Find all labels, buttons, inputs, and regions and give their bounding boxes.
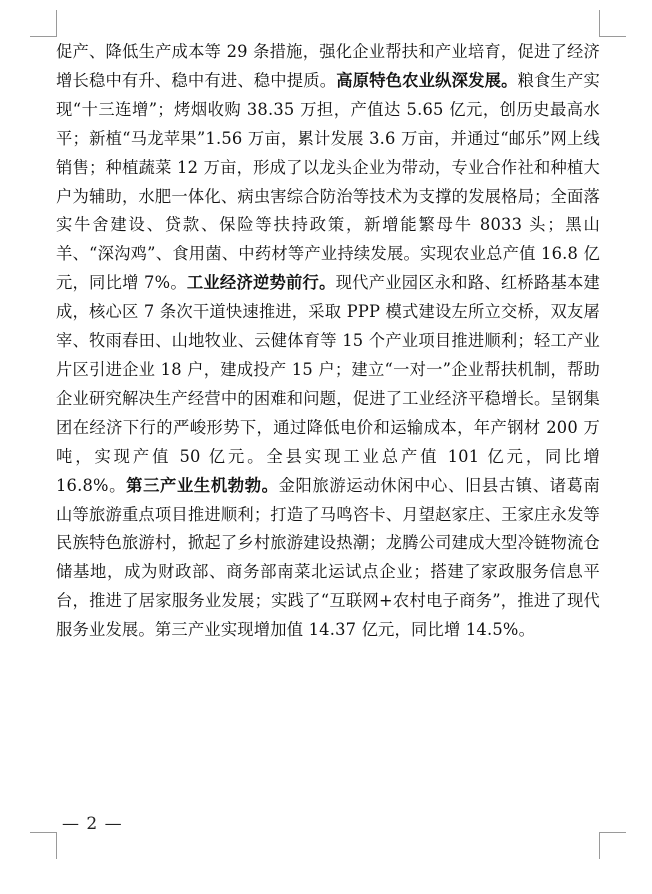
page-number: — 2 — [62, 814, 123, 834]
crop-mark-top-right [599, 10, 626, 37]
lead-tertiary: 第三产业生机勃勃。 [126, 475, 279, 495]
text-segment-agriculture: 粮食生产实现“十三连增”；烤烟收购 38.35 万担，产值达 5.65 亿元，创历史最高水平；新植“马龙苹果”1.56 万亩，累计发展 3.6 万亩，并通过“邮乐”网上线销售；种植蔬菜 12 万亩，形成了以龙头企业为带动，专业合作社和种植大户为辅助，水肥一体化、病虫害综合防治等技术为支撑的发展格局；全面落实牛舍建设、贷款、保险等扶持政策，新增能繁母牛 8033 头；黑山羊、“深沟鸡”、食用菌、中药材等产业持续发展。实现农业总产值 16.8 亿元，同比增 7%。 [56, 70, 600, 293]
crop-mark-bottom-right [599, 832, 626, 859]
crop-mark-top-left [30, 10, 57, 37]
lead-industry: 工业经济逆势前行。 [186, 273, 336, 293]
crop-mark-bottom-left [30, 832, 57, 859]
lead-agriculture: 高原特色农业纵深发展。 [336, 70, 518, 90]
text-segment-tertiary: 金阳旅游运动休闲中心、旧县古镇、诸葛南山等旅游重点项目推进顺利；打造了马鸣咨卡、月望赵家庄、王家庄永发等民族特色旅游村，掀起了乡村旅游建设热潮；龙腾公司建成大型冷链物流仓储基地，成为财政部、商务部南菜北运试点企业；搭建了家政服务信息平台，推进了居家服务业发展；实践了“互联网+农村电子商务”，推进了现代服务业发展。第三产业实现增加值 14.37 亿元，同比增 14.5%。 [56, 475, 600, 640]
text-segment-industry: 现代产业园区永和路、红桥路基本建成，核心区 7 条次干道快速推进，采取 PPP 模式建设左所立交桥，双友屠宰、牧雨春田、山地牧业、云健体育等 15 个产业项目推进顺利；轻工产业片区引进企业 18 户，建成投产 15 户；建立“一对一”企业帮扶机制，帮助企业研究解决生产经营中的困难和问题，促进了工业经济平稳增长。呈钢集团在经济下行的严峻形势下，通过降低电价和运输成本，年产钢材 200 万吨，实现产值 50 亿元。全县实现工业总产值 101 亿元，同比增 16.8%。 [56, 273, 600, 495]
text-segment-intro: 促产、降低生产成本等 29 条措施，强化企业帮扶和产业培育，促进了经济增长稳中有升、稳中有进、稳中提质。 [56, 42, 600, 90]
body-paragraph [56, 38, 600, 645]
